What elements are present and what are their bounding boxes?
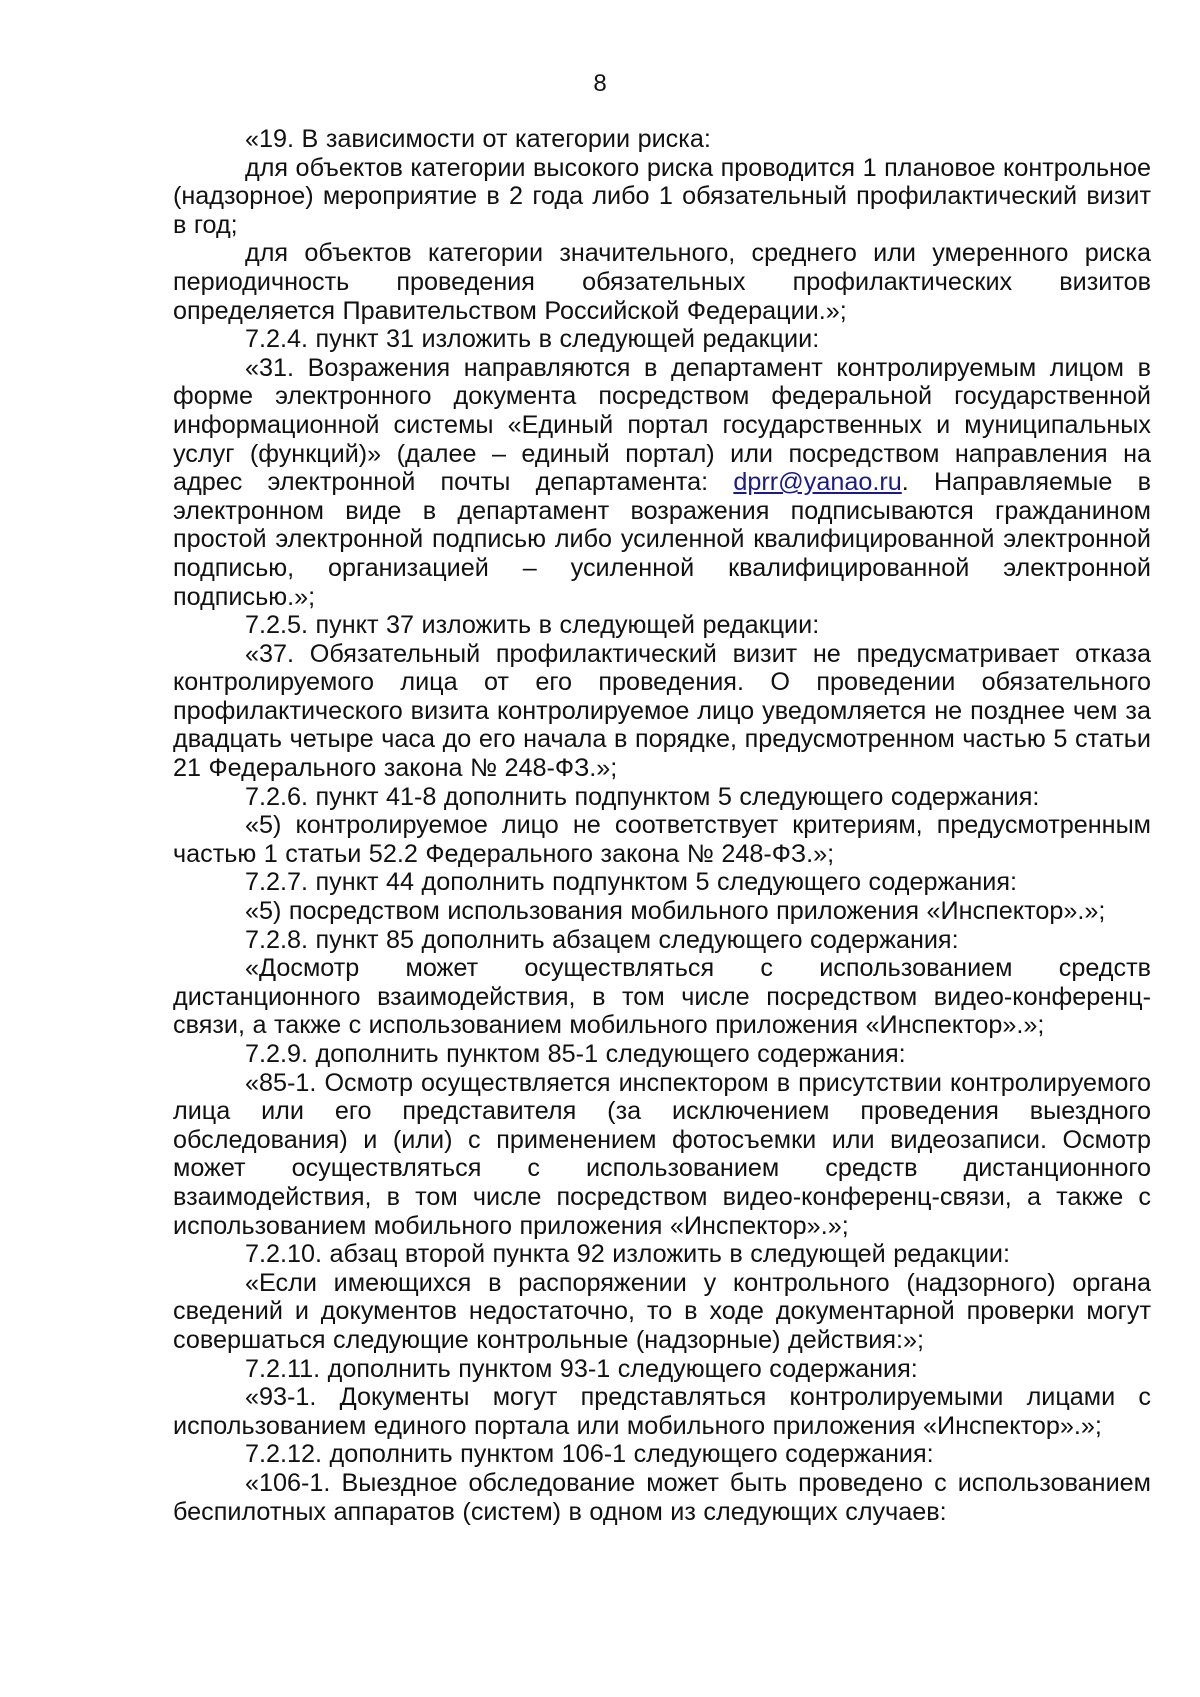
paragraph-31-text-before: «31. Возражения направляются в департамент контролируемым лицом в форме электронного документа посредством федеральной государственной информационной системы «Единый портал государственных и муниципальных услуг (функций)» (далее – единый портал) или посредством направления на адрес электронной почты департамента: (173, 353, 1151, 497)
paragraph-7-2-10: 7.2.10. абзац второй пункта 92 изложить в следующей редакции: (245, 1240, 1010, 1269)
paragraph-7-2-8: 7.2.8. пункт 85 дополнить абзацем следующего содержания: (245, 925, 959, 954)
paragraph-5-criteria: «5) контролируемое лицо не соответствует критериям, предусмотренным частью 1 статьи 52.2 Федерального закона № 248-ФЗ.»; (173, 811, 1151, 868)
paragraph-85-1-inspection: «85-1. Осмотр осуществляется инспектором в присутствии контролируемого лица или его представителя (за исключением проведения выездного обследования) и (или) с применением фотосъемки или видеозаписи. Осмотр может осуществляться с использованием средств дистанционного взаимодействия, в том числе посредством видео-конференц-связи, а также с использованием мобильного приложения «Инспектор».»; (173, 1068, 1151, 1240)
paragraph-19-intro: «19. В зависимости от категории риска: (245, 125, 711, 153)
paragraph-7-2-4: 7.2.4. пункт 31 изложить в следующей редакции: (245, 325, 820, 354)
page-number: 8 (593, 70, 607, 97)
paragraph-106-1-survey: «106-1. Выездное обследование может быть проведено с использованием беспилотных аппаратов (систем) в одном из следующих случаев: (173, 1468, 1151, 1526)
paragraph-7-2-5: 7.2.5. пункт 37 изложить в следующей редакции: (245, 611, 820, 640)
paragraph-7-2-7: 7.2.7. пункт 44 дополнить подпунктом 5 следующего содержания: (245, 868, 1017, 897)
email-link[interactable]: dprr@yanao.ru (733, 468, 902, 497)
paragraph-7-2-12: 7.2.12. дополнить пунктом 106-1 следующего содержания: (245, 1440, 934, 1469)
document-body (173, 125, 1151, 1526)
paragraph-92-documentary: «Если имеющихся в распоряжении у контрольного (надзорного) органа сведений и документов недостаточно, то в ходе документарной проверки могут совершаться следующие контрольные (надзорные) действия:»; (173, 1268, 1151, 1354)
paragraph-7-2-6: 7.2.6. пункт 41-8 дополнить подпунктом 5 следующего содержания: (245, 782, 1040, 811)
paragraph-high-risk: для объектов категории высокого риска проводится 1 плановое контрольное (надзорное) мероприятие в 2 года либо 1 обязательный профилактический визит в год; (173, 153, 1151, 239)
paragraph-31-objections (173, 354, 1151, 611)
paragraph-search: «Досмотр может осуществляться с использованием средств дистанционного взаимодействия, в том числе посредством видео-конференц-связи, а также с использованием мобильного приложения «Инспектор».»; (173, 954, 1151, 1040)
paragraph-other-risk: для объектов категории значительного, среднего или умеренного риска периодичность проведения обязательных профилактических визитов определяется Правительством Российской Федерации.»; (173, 239, 1151, 325)
paragraph-7-2-9: 7.2.9. дополнить пунктом 85-1 следующего содержания: (245, 1040, 906, 1068)
paragraph-7-2-11: 7.2.11. дополнить пунктом 93-1 следующего содержания: (245, 1354, 918, 1383)
paragraph-5-inspector-app: «5) посредством использования мобильного приложения «Инспектор».»; (245, 897, 1106, 926)
paragraph-37-visit: «37. Обязательный профилактический визит не предусматривает отказа контролируемого лица от его проведения. О проведении обязательного профилактического визита контролируемое лицо уведомляется не позднее чем за двадцать четыре часа до его начала в порядке, предусмотренном частью 5 статьи 21 Федерального закона № 248-ФЗ.»; (173, 639, 1151, 783)
paragraph-93-1-documents: «93-1. Документы могут представляться контролируемыми лицами с использованием единого портала или мобильного приложения «Инспектор».»; (173, 1383, 1151, 1440)
paragraph-31-text-after: . Направляемые в электронном виде в департамент возражения подписываются гражданином простой электронной подписью либо усиленной квалифицированной электронной подписью, организацией – усиленной квалифицированной электронной подписью.»; (173, 468, 1151, 611)
